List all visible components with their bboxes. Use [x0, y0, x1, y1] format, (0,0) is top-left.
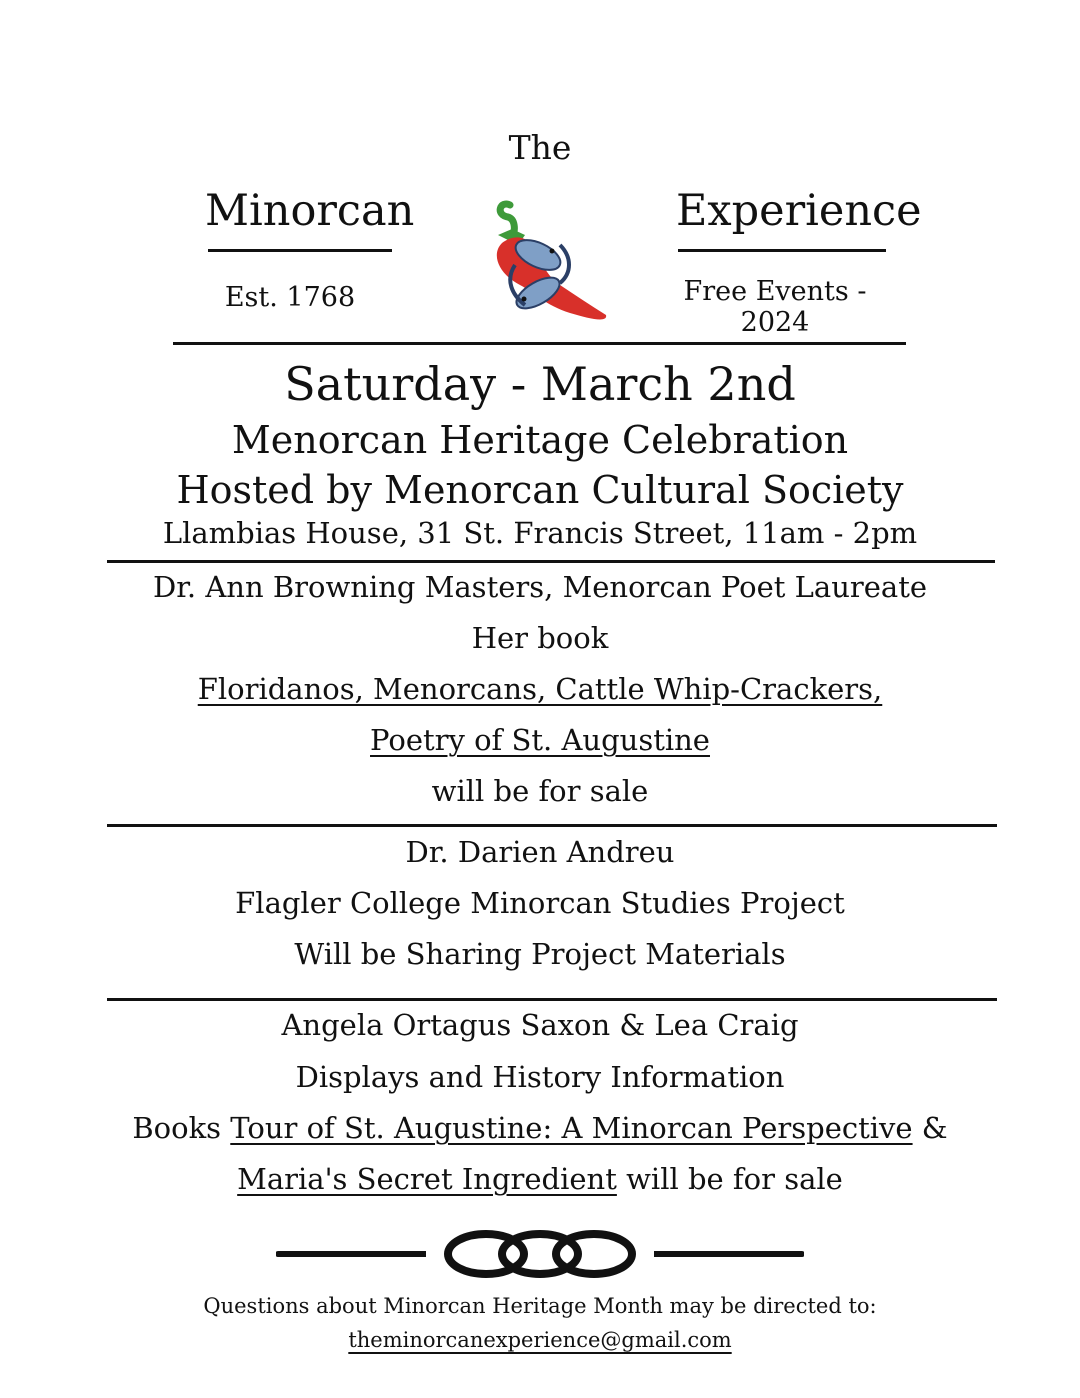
section3-speakers: Angela Ortagus Saxon & Lea Craig: [281, 1008, 799, 1042]
book-title-link-1: Floridanos, Menorcans, Cattle Whip-Crackers,: [197, 672, 883, 706]
pepper-fish-logo: [480, 195, 620, 335]
section1-book-title-1: [0, 672, 1080, 706]
section1-book-title-2: [0, 723, 1080, 757]
section1-for-sale: will be for sale: [431, 774, 649, 808]
book-title-link-2: Poetry of St. Augustine: [370, 723, 710, 757]
section2-speaker: Dr. Darien Andreu: [405, 835, 675, 869]
event-date: Saturday - March 2nd: [284, 357, 796, 411]
header-divider: [173, 342, 906, 345]
divider-2: [107, 824, 997, 827]
book-tour-title: Tour of St. Augustine: A Minorcan Perspective: [230, 1111, 913, 1145]
footer-email-line: [0, 1328, 1080, 1352]
section3-for-sale: will be for sale: [626, 1162, 843, 1196]
header-free-events: Free Events - 2024: [683, 276, 867, 338]
divider-1: [107, 560, 995, 563]
event-title: Menorcan Heritage Celebration: [231, 418, 849, 462]
books-ampersand: &: [921, 1111, 948, 1145]
books-prefix: Books: [132, 1111, 222, 1145]
header-the: The: [508, 128, 572, 167]
section2-sharing: Will be Sharing Project Materials: [294, 937, 786, 971]
knot-divider-ornament: [276, 1226, 804, 1282]
section3-books-line: [0, 1111, 1080, 1145]
section1-her-book: Her book: [471, 621, 609, 655]
section3-book-b-line: [0, 1162, 1080, 1196]
header-left-rule: [208, 249, 392, 252]
section3-displays: Displays and History Information: [295, 1060, 785, 1094]
section2-project: Flagler College Minorcan Studies Project: [235, 886, 845, 920]
header-experience: Experience: [676, 186, 922, 236]
footer-email-link[interactable]: theminorcanexperience@gmail.com: [348, 1328, 732, 1352]
divider-3: [107, 998, 997, 1001]
event-host: Hosted by Menorcan Cultural Society: [176, 468, 904, 512]
footer-question: Questions about Minorcan Heritage Month may be directed to:: [203, 1294, 877, 1318]
section1-speaker: Dr. Ann Browning Masters, Menorcan Poet Laureate: [152, 570, 928, 604]
header-right-rule: [678, 249, 886, 252]
book-maria-title: Maria's Secret Ingredient: [237, 1162, 617, 1196]
header-minorcan: Minorcan: [205, 186, 415, 236]
event-location: Llambias House, 31 St. Francis Street, 11am - 2pm: [162, 516, 918, 550]
header-est: Est. 1768: [224, 282, 356, 313]
